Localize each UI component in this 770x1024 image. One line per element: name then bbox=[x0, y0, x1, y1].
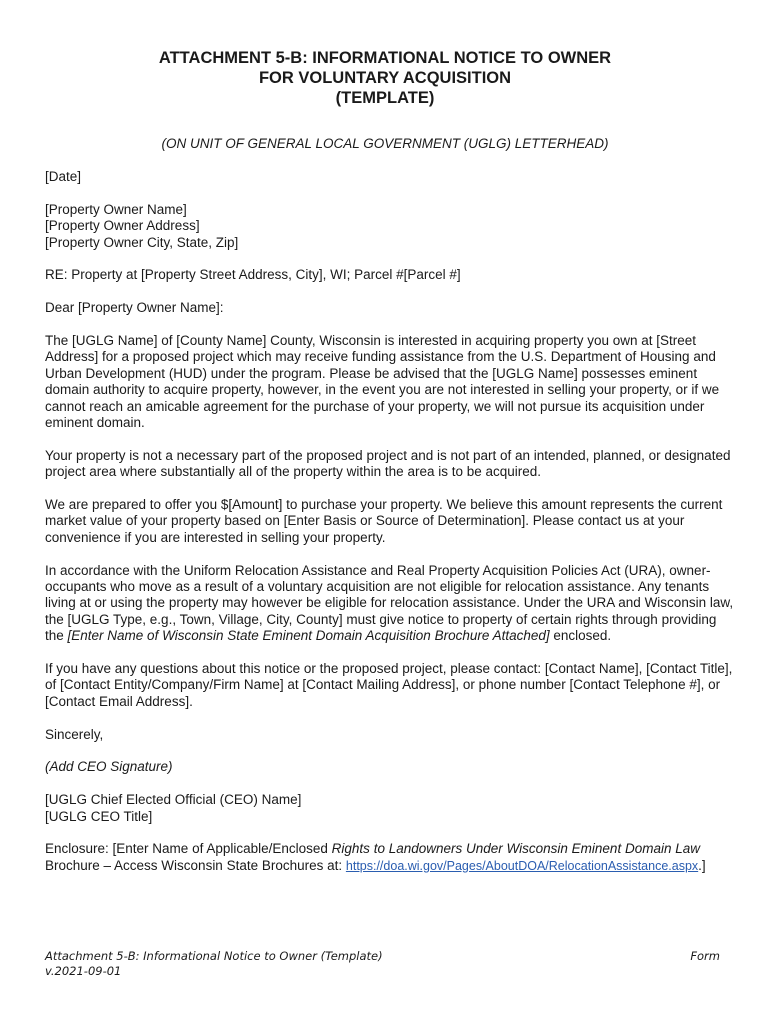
enclosure-line bbox=[45, 841, 735, 874]
title-line-3: (TEMPLATE) bbox=[335, 89, 435, 107]
letterhead-note: (ON UNIT OF GENERAL LOCAL GOVERNMENT (UGLG) LETTERHEAD) bbox=[161, 136, 609, 151]
footer-version: v.2021-09-01 bbox=[45, 964, 122, 978]
signer-block bbox=[45, 792, 735, 825]
owner-address: [Property Owner Address] bbox=[45, 218, 200, 234]
paragraph-interest: The [UGLG Name] of [County Name] County, Wisconsin is interested in acquiring property you own at [Street Address] for a proposed project which may receive funding assistance from the U.S. Department of Housing and Urban Development (HUD) under the program. Please be advised that the [UGLG Name] possesses eminent domain authority to acquire property, however, in the event you are not interested in selling your property, or if we cannot reach an amicable agreement for the purchase of your property, we will not pursue its acquisition under eminent domain. bbox=[45, 333, 720, 431]
re-line: RE: Property at [Property Street Address, City], WI; Parcel #[Parcel #] bbox=[45, 267, 461, 283]
owner-city: [Property Owner City, State, Zip] bbox=[45, 234, 239, 250]
letter-body bbox=[45, 169, 735, 891]
owner-name: [Property Owner Name] bbox=[45, 201, 187, 217]
document-title bbox=[0, 48, 770, 108]
paragraph-offer: We are prepared to offer you $[Amount] to purchase your property. We believe this amount represents the current market value of your property based on [Enter Basis or Source of Determination]. Please contact us at your convenience if you are interested in selling your property. bbox=[45, 497, 723, 545]
enclosure-middle: Brochure – Access Wisconsin State Brochures at: bbox=[45, 857, 346, 873]
footer-left bbox=[45, 949, 383, 979]
title-line-2: FOR VOLUNTARY ACQUISITION bbox=[258, 69, 512, 87]
ura-end: enclosed. bbox=[549, 628, 612, 644]
relocation-assistance-link[interactable]: https://doa.wi.gov/Pages/AboutDOA/RelocationAssistance.aspx bbox=[345, 858, 699, 873]
title-line-1: ATTACHMENT 5-B: INFORMATIONAL NOTICE TO OWNER bbox=[158, 49, 612, 67]
enclosure-suffix: .] bbox=[698, 857, 706, 873]
signer-name: [UGLG Chief Elected Official (CEO) Name] bbox=[45, 792, 302, 808]
date-line: [Date] bbox=[45, 169, 82, 184]
signature-placeholder: (Add CEO Signature) bbox=[45, 759, 173, 775]
footer-title: Attachment 5-B: Informational Notice to Owner (Template) bbox=[45, 949, 383, 963]
ura-brochure-placeholder: [Enter Name of Wisconsin State Eminent Domain Acquisition Brochure Attached] bbox=[67, 628, 550, 644]
ura-text: In accordance with the Uniform Relocation Assistance and Real Property Acquisition Policies Act (URA), owner-occupants who move as a result of a voluntary acquisition are not eligible for relocation assistance. Any tenants living at or using the property may however be eligible for relocation assistance. Under the URA and Wisconsin law, the [UGLG Type, e.g., Town, Village, City, County] must give notice to property of certain rights through providing the bbox=[45, 562, 734, 644]
paragraph-ura bbox=[45, 563, 735, 645]
salutation: Dear [Property Owner Name]: bbox=[45, 300, 224, 316]
closing: Sincerely, bbox=[45, 726, 104, 742]
signer-title: [UGLG CEO Title] bbox=[45, 808, 153, 824]
paragraph-not-necessary: Your property is not a necessary part of the proposed project and is not part of an intended, planned, or designated project area where substantially all of the property within the area is to be acquired. bbox=[45, 447, 731, 480]
footer-form-label: Form bbox=[690, 949, 720, 963]
enclosure-prefix: Enclosure: [Enter Name of Applicable/Enclosed bbox=[45, 841, 332, 857]
paragraph-contact: If you have any questions about this notice or the proposed project, please contact: [Contact Name], [Contact Title], of [Contact Entity/Company/Firm Name] at [Contact Mailing Address], or phone number [Contact Telephone #], or [Contact Email Address]. bbox=[45, 661, 733, 709]
owner-address-block bbox=[45, 202, 735, 251]
enclosure-brochure-title: Rights to Landowners Under Wisconsin Eminent Domain Law bbox=[331, 841, 700, 857]
